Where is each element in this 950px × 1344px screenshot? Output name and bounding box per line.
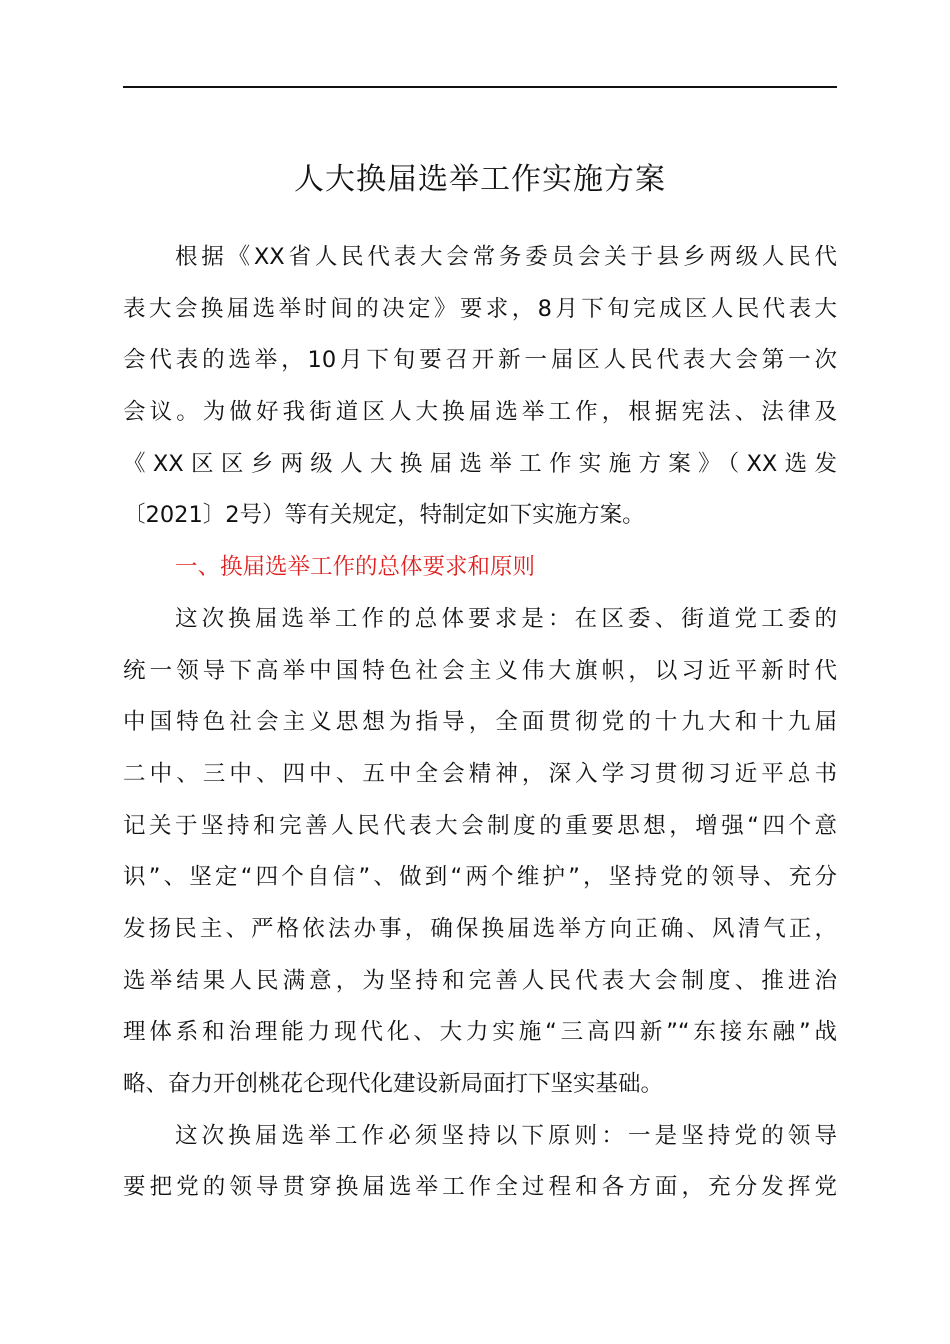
paragraph-line: 这次换届选举工作必须坚持以下原则：一是坚持党的领导 xyxy=(175,1122,837,1149)
paragraph-line: 《XX区区乡两级人大换届选举工作实施方案》（XX选发 xyxy=(123,450,837,477)
paragraph-line: 二中、三中、四中、五中全会精神，深入学习贯彻习近平总书 xyxy=(123,760,837,787)
paragraph-line: 这次换届选举工作的总体要求是：在区委、街道党工委的 xyxy=(175,605,837,632)
paragraph-line: 发扬民主、严格依法办事，确保换届选举方向正确、风清气正， xyxy=(123,915,837,942)
paragraph-line: 理体系和治理能力现代化、大力实施“三高四新”“东接东融”战 xyxy=(123,1019,837,1046)
paragraph-line: 记关于坚持和完善人民代表大会制度的重要思想，增强“四个意 xyxy=(123,812,837,839)
paragraph-line: 根据《XX省人民代表大会常务委员会关于县乡两级人民代 xyxy=(175,244,837,270)
header-rule xyxy=(123,86,837,88)
paragraph-line: 识”、坚定“四个自信”、做到“两个维护”，坚持党的领导、充分 xyxy=(123,864,837,891)
paragraph-line: 会议。为做好我街道区人大换届选举工作，根据宪法、法律及 xyxy=(123,399,837,426)
document-body xyxy=(123,232,837,1214)
document-title: 人大换届选举工作实施方案 xyxy=(294,162,666,197)
paragraph-line: 中国特色社会主义思想为指导，全面贯彻党的十九大和十九届 xyxy=(123,709,837,736)
paragraph-line: 要把党的领导贯穿换届选举工作全过程和各方面，充分发挥党 xyxy=(123,1174,837,1201)
paragraph-line: 选举结果人民满意，为坚持和完善人民代表大会制度、推进治 xyxy=(123,967,837,994)
paragraph-line: 统一领导下高举中国特色社会主义伟大旗帜，以习近平新时代 xyxy=(123,657,837,684)
paragraph-line: 略、奋力开创桃花仑现代化建设新局面打下坚实基础。 xyxy=(123,1071,664,1097)
paragraph-line: 〔2021〕2号）等有关规定，特制定如下实施方案。 xyxy=(123,502,645,529)
section-heading: 一、换届选举工作的总体要求和原则 xyxy=(175,554,536,581)
paragraph-line: 表大会换届选举时间的决定》要求，8月下旬完成区人民代表大 xyxy=(123,295,837,322)
paragraph-line: 会代表的选举，10月下旬要召开新一届区人民代表大会第一次 xyxy=(123,347,837,374)
